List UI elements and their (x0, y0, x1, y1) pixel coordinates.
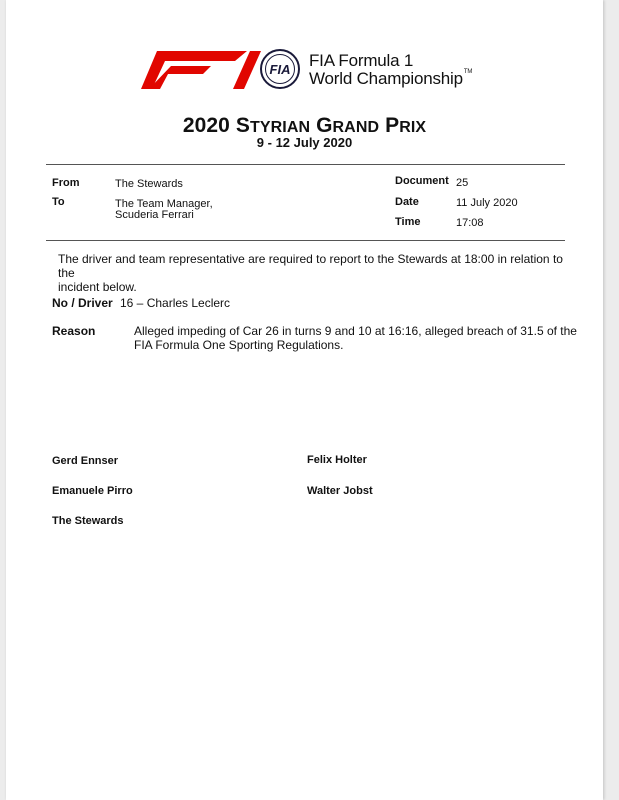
reason-line-1: Alleged impeding of Car 26 in turns 9 and 10 at 16:16, alleged breach of 31.5 of the (134, 324, 577, 338)
intro-line-1: The driver and team representative are required to report to the Stewards at 18:00 in relation to the (58, 252, 563, 280)
title-part: P (379, 114, 400, 137)
date-label: Date (395, 196, 419, 208)
fia-f1-logo (141, 45, 501, 95)
title-part: 2020 S (182, 114, 250, 137)
title-part: RAND (332, 119, 380, 136)
logo-line-2-text: World Championship (309, 69, 463, 88)
fia-badge-text: FIA (269, 62, 291, 77)
fia-badge-icon (260, 49, 300, 89)
from-label: From (52, 177, 80, 189)
intro-line-2: incident below. (58, 280, 137, 294)
driver-value: 16 – Charles Leclerc (120, 296, 231, 310)
stewards-closing: The Stewards (52, 515, 124, 527)
steward-signature-4: Walter Jobst (307, 485, 373, 497)
event-dates: 9 - 12 July 2020 (256, 135, 353, 150)
time-value: 17:08 (456, 217, 484, 229)
reason-label: Reason (52, 324, 96, 338)
f1-logo-icon (141, 51, 261, 89)
driver-label: No / Driver (52, 296, 113, 310)
steward-signature-3: Emanuele Pirro (52, 485, 133, 497)
title-part: G (310, 114, 333, 137)
to-label: To (52, 196, 65, 208)
top-divider (46, 164, 565, 165)
reason-line-2: FIA Formula One Sporting Regulations. (134, 338, 344, 352)
title-part: TYRIAN (249, 119, 311, 136)
trademark-mark: TM (463, 69, 473, 75)
to-value-line2: Scuderia Ferrari (115, 209, 194, 221)
logo-line-1: FIA Formula 1 (309, 51, 414, 70)
header-bottom-divider (46, 240, 565, 241)
document-number: 25 (456, 177, 469, 189)
document-page (6, 0, 603, 800)
from-value: The Stewards (115, 178, 183, 190)
to-value-line1: The Team Manager, (115, 198, 213, 210)
title-part: RIX (399, 119, 427, 136)
summons-intro (58, 252, 563, 294)
document-label: Document (395, 175, 449, 187)
logo-line-2 (309, 69, 472, 89)
time-label: Time (395, 216, 421, 228)
date-value: 11 July 2020 (456, 197, 518, 209)
steward-signature-1: Gerd Ennser (52, 455, 119, 467)
steward-signature-2: Felix Holter (307, 454, 367, 466)
